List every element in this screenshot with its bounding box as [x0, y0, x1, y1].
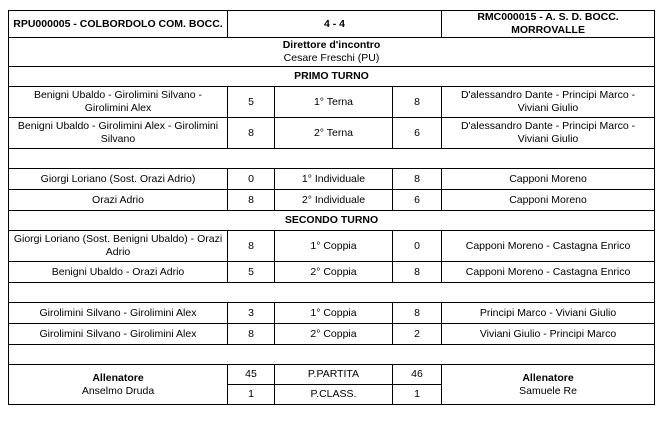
away-team-name: RMC000015 - A. S. D. BOCC. MORROVALLE: [442, 11, 655, 38]
away-players: Capponi Moreno - Castagna Enrico: [442, 262, 655, 283]
header-row: [9, 11, 655, 38]
home-score: 8: [228, 324, 275, 345]
section-row: [9, 67, 655, 87]
match-score: 4 - 4: [228, 11, 442, 38]
game-type: 2° Terna: [275, 118, 393, 149]
home-coach-label: Allenatore: [92, 371, 144, 384]
away-score: 0: [393, 231, 442, 262]
home-score: 3: [228, 303, 275, 324]
away-players: D'alessandro Dante - Principi Marco - Viviani Giulio: [442, 87, 655, 118]
home-score: 8: [228, 190, 275, 211]
game-row: [9, 169, 655, 190]
home-players: Benigni Ubaldo - Girolimini Silvano - Girolimini Alex: [9, 87, 228, 118]
game-type: 1° Coppia: [275, 231, 393, 262]
home-players: Benigni Ubaldo - Girolimini Alex - Girolimini Silvano: [9, 118, 228, 149]
game-type: 1° Terna: [275, 87, 393, 118]
game-type: 1° Individuale: [275, 169, 393, 190]
game-type: 1° Coppia: [275, 303, 393, 324]
class-points-label: P.CLASS.: [275, 385, 393, 405]
away-players: Capponi Moreno - Castagna Enrico: [442, 231, 655, 262]
home-players: Giorgi Loriano (Sost. Orazi Adrio): [9, 169, 228, 190]
spacer-cell: [9, 283, 655, 303]
game-row: [9, 190, 655, 211]
game-row: [9, 118, 655, 149]
game-type: 2° Individuale: [275, 190, 393, 211]
director-cell: [9, 38, 655, 67]
away-players: Capponi Moreno: [442, 190, 655, 211]
spacer-row: [9, 149, 655, 169]
away-coach-cell: [442, 365, 655, 405]
home-score: 8: [228, 118, 275, 149]
home-class-points: 1: [228, 385, 275, 405]
match-report-table: [8, 10, 655, 405]
director-row: [9, 38, 655, 67]
game-type: 2° Coppia: [275, 324, 393, 345]
away-score: 6: [393, 190, 442, 211]
away-score: 8: [393, 303, 442, 324]
director-label: Direttore d'incontro: [282, 39, 381, 51]
home-score: 5: [228, 87, 275, 118]
game-row: [9, 87, 655, 118]
spacer-row: [9, 345, 655, 365]
spacer-cell: [9, 345, 655, 365]
away-coach-label: Allenatore: [522, 371, 574, 384]
game-row: [9, 231, 655, 262]
away-players: Viviani Giulio - Principi Marco: [442, 324, 655, 345]
away-coach-name: Samuele Re: [519, 384, 577, 397]
home-players: Orazi Adrio: [9, 190, 228, 211]
section-row: [9, 211, 655, 231]
section-title-primo: PRIMO TURNO: [9, 67, 655, 87]
section-title-secondo: SECONDO TURNO: [9, 211, 655, 231]
home-match-points: 45: [228, 365, 275, 385]
home-players: Benigni Ubaldo - Orazi Adrio: [9, 262, 228, 283]
away-players: D'alessandro Dante - Principi Marco - Viviani Giulio: [442, 118, 655, 149]
away-class-points: 1: [393, 385, 442, 405]
away-score: 8: [393, 169, 442, 190]
home-coach-cell: [9, 365, 228, 405]
away-players: Capponi Moreno: [442, 169, 655, 190]
away-players: Principi Marco - Viviani Giulio: [442, 303, 655, 324]
home-coach-name: Anselmo Druda: [81, 384, 155, 397]
game-row: [9, 324, 655, 345]
home-players: Giorgi Loriano (Sost. Benigni Ubaldo) - Orazi Adrio: [9, 231, 228, 262]
game-type: 2° Coppia: [275, 262, 393, 283]
footer-row: [9, 365, 655, 385]
away-score: 6: [393, 118, 442, 149]
away-score: 8: [393, 262, 442, 283]
game-row: [9, 303, 655, 324]
match-points-label: P.PARTITA: [275, 365, 393, 385]
away-score: 2: [393, 324, 442, 345]
home-score: 5: [228, 262, 275, 283]
away-score: 8: [393, 87, 442, 118]
home-players: Girolimini Silvano - Girolimini Alex: [9, 324, 228, 345]
home-players: Girolimini Silvano - Girolimini Alex: [9, 303, 228, 324]
director-name: Cesare Freschi (PU): [283, 52, 380, 64]
spacer-row: [9, 283, 655, 303]
game-row: [9, 262, 655, 283]
home-score: 0: [228, 169, 275, 190]
home-score: 8: [228, 231, 275, 262]
away-match-points: 46: [393, 365, 442, 385]
spacer-cell: [9, 149, 655, 169]
home-team-name: RPU000005 - COLBORDOLO COM. BOCC.: [9, 11, 228, 38]
